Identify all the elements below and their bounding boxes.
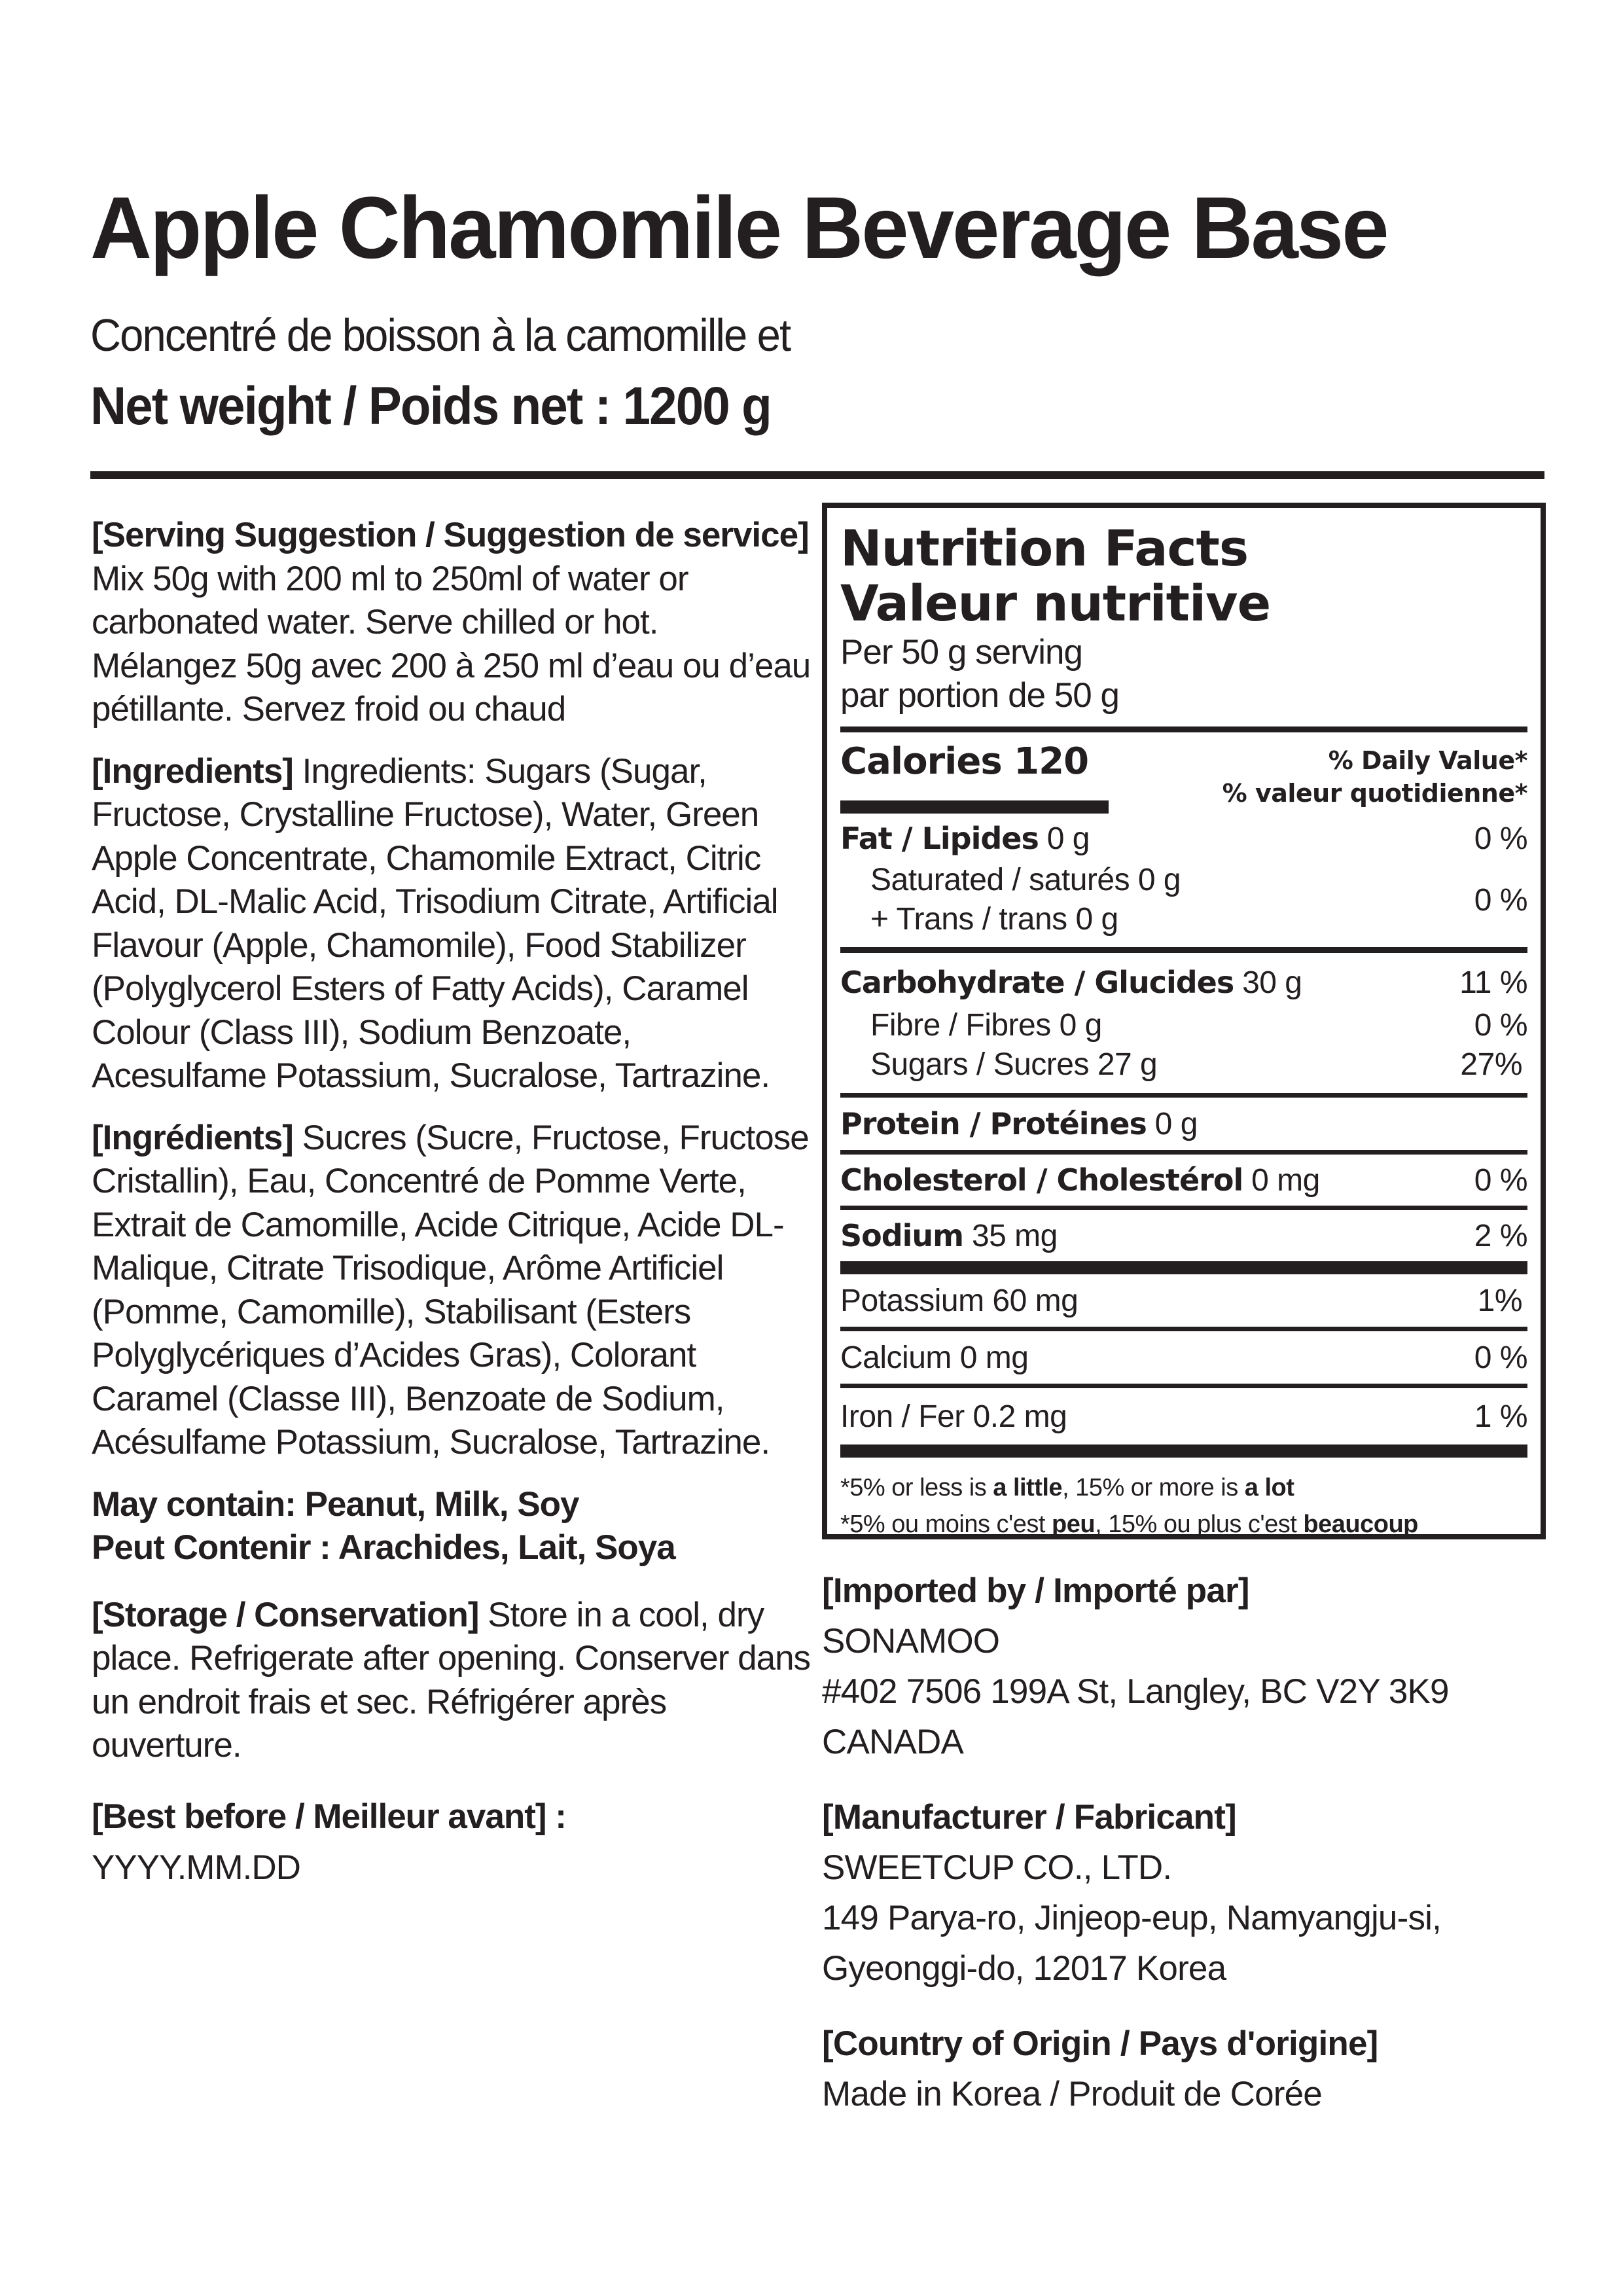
- daily-value-header: [1222, 744, 1527, 810]
- serving-size-fr: par portion de 50 g: [840, 676, 1119, 715]
- fat-dv: 0 %: [1474, 821, 1527, 856]
- divider-thick: [840, 1261, 1527, 1274]
- storage-text: Store in a cool, dry place. Refrigerate after opening. Conserver dans un endroit frais et sec. Réfrigérer après ouverture.: [92, 1595, 811, 1765]
- cholesterol-label: Cholesterol / Cholestérol: [840, 1162, 1243, 1198]
- footnote-text: *5% or less is: [840, 1474, 993, 1501]
- origin-info: [822, 2018, 1548, 2119]
- serving-size-en: Per 50 g serving: [840, 633, 1082, 672]
- carb-label: Carbohydrate / Glucides: [840, 964, 1234, 1000]
- fibre-dv: 0 %: [1474, 1007, 1527, 1043]
- divider: [840, 1093, 1527, 1098]
- allergens-fr: Peut Contenir : Arachides, Lait, Soya: [92, 1528, 675, 1567]
- potassium-label: Potassium 60 mg: [840, 1283, 1079, 1318]
- footnote-text: , 15% or more is: [1062, 1474, 1245, 1501]
- sodium-amount: 35 mg: [963, 1218, 1058, 1253]
- nutrient-row-fibre: [840, 1007, 1527, 1043]
- allergens-en: May contain: Peanut, Milk, Soy: [92, 1484, 579, 1524]
- nutrient-row-potassium: [840, 1274, 1527, 1327]
- storage-heading: [Storage / Conservation]: [92, 1595, 479, 1634]
- calcium-label: Calcium 0 mg: [840, 1340, 1029, 1375]
- divider: [840, 726, 1527, 732]
- allergen-statement: [92, 1483, 812, 1570]
- serving-suggestion-text: Mix 50g with 200 ml to 250ml of water or carbonated water. Serve chilled or hot. Mélangez 50g avec 200 à 250 ml d’eau ou d’eau pétillante. Servez froid ou chaud: [92, 559, 811, 728]
- origin-heading: [Country of Origin / Pays d'origine]: [822, 2024, 1378, 2063]
- left-column: [92, 514, 812, 1912]
- saturated-label: Saturated / saturés 0 g: [870, 863, 1181, 897]
- ingredients-fr-heading: [Ingrédients]: [92, 1118, 293, 1157]
- nutrient-row-sugars: [840, 1043, 1527, 1085]
- importer-info: [822, 1566, 1548, 1767]
- iron-label: Iron / Fer 0.2 mg: [840, 1399, 1067, 1434]
- divider: [840, 1206, 1527, 1210]
- fat-amount: 0 g: [1038, 821, 1090, 856]
- best-before-heading: [Best before / Meilleur avant] :: [92, 1797, 566, 1836]
- daily-value-fr: % valeur quotidienne*: [1222, 779, 1527, 808]
- manufacturer-info: [822, 1792, 1548, 1994]
- product-title: Apple Chamomile Beverage Base: [90, 179, 1387, 277]
- nutrition-title-en: Nutrition Facts: [840, 519, 1249, 577]
- daily-value-footnote: [840, 1469, 1527, 1543]
- product-subtitle-fr: Concentré de boisson à la camomille et: [90, 310, 791, 361]
- saturated-trans-dv: 0 %: [1474, 882, 1527, 918]
- nutrient-row-fat: [840, 817, 1527, 859]
- importer-address-line1: #402 7506 199A St, Langley, BC V2Y 3K9: [822, 1672, 1449, 1711]
- nutrient-row-protein: [840, 1098, 1527, 1150]
- sodium-dv: 2 %: [1474, 1218, 1527, 1253]
- nutrient-row-iron: [840, 1388, 1527, 1444]
- nutrient-row-carbohydrate: [840, 958, 1527, 1007]
- origin-value: Made in Korea / Produit de Corée: [822, 2075, 1322, 2113]
- manufacturer-address-line2: Gyeonggi-do, 12017 Korea: [822, 1949, 1226, 1988]
- nutrient-row-calcium: [840, 1331, 1527, 1384]
- nutrient-row-saturated-trans: [840, 859, 1527, 941]
- potassium-dv: 1%: [1477, 1283, 1522, 1318]
- protein-amount: 0 g: [1146, 1106, 1198, 1141]
- divider: [840, 1327, 1527, 1331]
- footnote-emphasis: a little: [993, 1474, 1063, 1501]
- sodium-label: Sodium: [840, 1217, 964, 1253]
- fibre-label: Fibre / Fibres 0 g: [870, 1007, 1102, 1043]
- footnote-emphasis: beaucoup: [1303, 1511, 1418, 1538]
- cholesterol-dv: 0 %: [1474, 1162, 1527, 1198]
- carb-dv: 11 %: [1459, 965, 1527, 1000]
- manufacturer-name: SWEETCUP CO., LTD.: [822, 1848, 1172, 1887]
- fat-label: Fat / Lipides: [840, 820, 1039, 856]
- footnote-en: [840, 1469, 1527, 1506]
- divider: [840, 947, 1527, 953]
- net-weight: Net weight / Poids net : 1200 g: [90, 376, 771, 436]
- best-before: [92, 1791, 812, 1893]
- divider: [840, 1384, 1527, 1388]
- calories-label: Calories 120: [840, 740, 1089, 783]
- storage: [92, 1594, 812, 1768]
- sugars-label: Sugars / Sucres 27 g: [870, 1047, 1158, 1082]
- nutrient-row-sodium: [840, 1210, 1527, 1261]
- divider: [840, 1150, 1527, 1155]
- ingredients-en: [92, 750, 812, 1098]
- footnote-text: , 15% ou plus c'est: [1095, 1511, 1304, 1538]
- ingredients-en-text: Ingredients: Sugars (Sugar, Fructose, Crystalline Fructose), Water, Green Apple Concentrate, Chamomile Extract, Citric Acid, DL-Malic Acid, Trisodium Citrate, Artificial Flavour (Apple, Chamomile), Food Stabilizer (Polyglycerol Esters of Fatty Acids), Caramel Colour (Class III), Sodium Benzoate, Acesulfame Potassium, Sucralose, Tartrazine.: [92, 751, 778, 1095]
- importer-heading: [Imported by / Importé par]: [822, 1571, 1249, 1610]
- ingredients-fr-text: Sucres (Sucre, Fructose, Fructose Cristallin), Eau, Concentré de Pomme Verte, Extrait de Camomille, Acide Citrique, Acide DL-Malique, Citrate Trisodique, Arôme Artificiel (Pomme, Camomille), Stabilisant (Esters Polyglycériques d’Acides Gras), Colorant Caramel (Classe III), Benzoate de Sodium, Acésulfame Potassium, Sucralose, Tartrazine.: [92, 1118, 809, 1462]
- importer-name: SONAMOO: [822, 1622, 1000, 1660]
- divider-thick: [840, 1444, 1527, 1458]
- iron-dv: 1 %: [1474, 1399, 1527, 1434]
- header-divider: [90, 471, 1544, 479]
- importer-address-line2: CANADA: [822, 1723, 964, 1761]
- footnote-text: *5% ou moins c'est: [840, 1511, 1052, 1538]
- manufacturer-address-line1: 149 Parya-ro, Jinjeop-eup, Namyangju-si,: [822, 1899, 1442, 1937]
- manufacturer-heading: [Manufacturer / Fabricant]: [822, 1798, 1236, 1837]
- ingredients-fr: [92, 1117, 812, 1465]
- sugars-dv: 27%: [1460, 1047, 1522, 1082]
- trans-label: + Trans / trans 0 g: [870, 902, 1118, 937]
- nutrition-title-fr: Valeur nutritive: [840, 574, 1271, 632]
- nutrient-row-cholesterol: [840, 1155, 1527, 1206]
- nutrition-facts-table: [822, 503, 1546, 1539]
- protein-label: Protein / Protéines: [840, 1105, 1147, 1141]
- calories-bar: [840, 800, 1109, 814]
- footnote-emphasis: peu: [1052, 1511, 1096, 1538]
- ingredients-en-heading: [Ingredients]: [92, 751, 293, 791]
- calcium-dv: 0 %: [1474, 1340, 1527, 1375]
- cholesterol-amount: 0 mg: [1243, 1162, 1320, 1198]
- daily-value-en: % Daily Value*: [1328, 746, 1527, 775]
- best-before-value: YYYY.MM.DD: [92, 1848, 300, 1887]
- right-column: [822, 1566, 1548, 2144]
- serving-suggestion: [92, 514, 812, 732]
- footnote-fr: [840, 1506, 1527, 1543]
- calories-row: [840, 732, 1527, 814]
- carb-amount: 30 g: [1234, 965, 1302, 1000]
- footnote-emphasis: a lot: [1244, 1474, 1294, 1501]
- serving-suggestion-heading: [Serving Suggestion / Suggestion de service]: [92, 516, 809, 554]
